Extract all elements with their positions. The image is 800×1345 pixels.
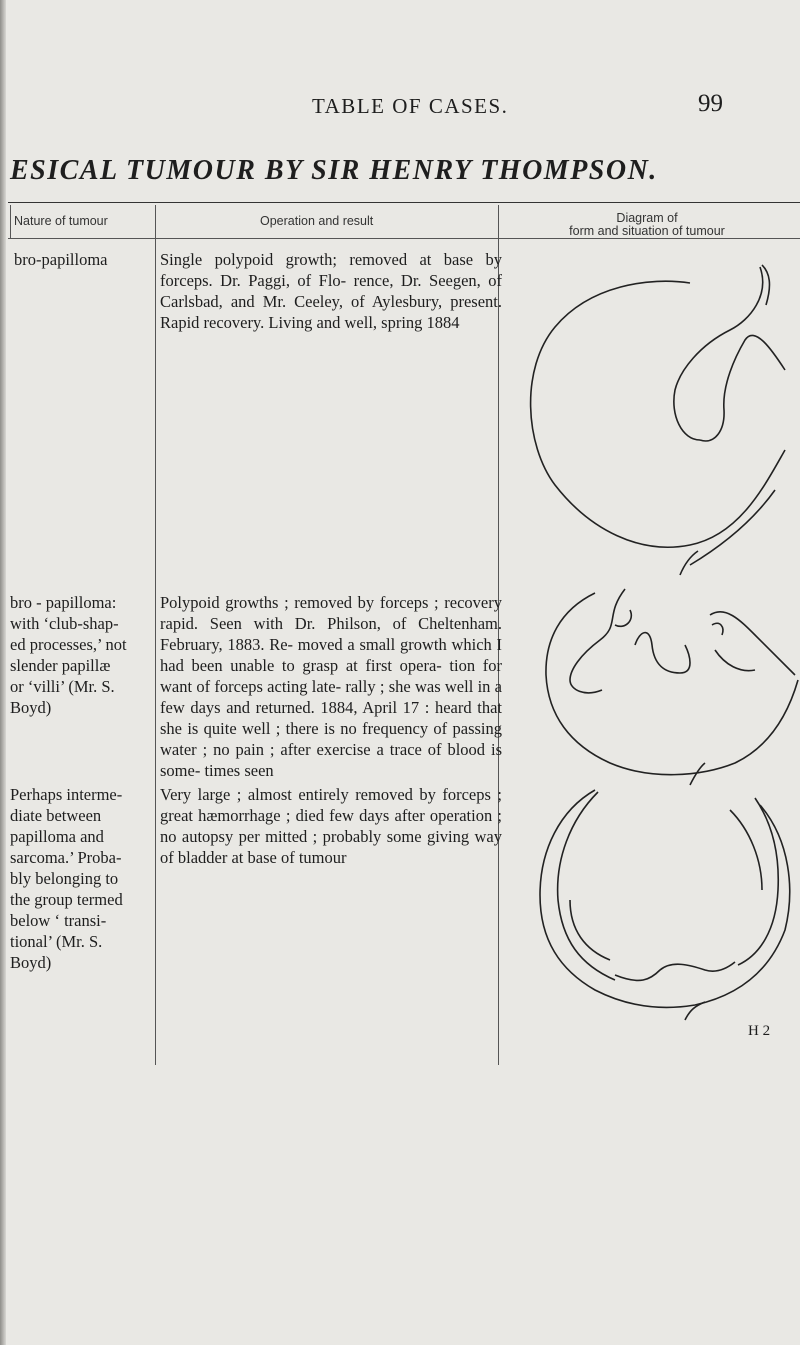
- tumour-diagram-3: [500, 780, 800, 1025]
- title-rule: [8, 202, 800, 203]
- column-divider-1: [155, 205, 156, 1065]
- row-2-nature: bro - papilloma: with ‘club-shap- ed processes,’ not slender papillæ or ‘villi’ (Mr. S. Boyd): [10, 593, 127, 717]
- book-spine-edge: [0, 0, 6, 1345]
- table-title: ESICAL TUMOUR BY SIR HENRY THOMPSON.: [10, 155, 658, 186]
- left-border: [10, 205, 11, 238]
- tumour-diagram-2: [500, 585, 800, 795]
- column-header-nature: Nature of tumour: [14, 214, 108, 228]
- printer-signature: H 2: [748, 1023, 771, 1039]
- row-1-nature: bro-papilloma: [14, 250, 108, 269]
- row-2-operation: Polypoid growths ; removed by forceps ; recovery rapid. Seen with Dr. Philson, of Cheltenham. February, 1883. Re- moved a small growth which I had been unable to grasp at first opera- tion for want of forceps acting late- rally ; she was well in a few days and returned. 1884, April 17 : heard that she is quite well ; there is no frequency of passing water ; no pain ; after exercise a trace of blood is some- times seen: [160, 593, 502, 780]
- header-rule: [8, 238, 800, 239]
- row-3-operation: Very large ; almost entirely removed by forceps ; great hæmorrhage ; died few days after operation ; no autopsy per mitted ; probably some giving way of bladder at base of tumour: [160, 785, 502, 867]
- tumour-diagram-1: [500, 245, 800, 590]
- column-header-diagram: Diagram of form and situation of tumour: [569, 211, 725, 238]
- page-number: 99: [698, 90, 723, 117]
- running-head: TABLE OF CASES.: [312, 94, 509, 118]
- row-3-nature: Perhaps interme- diate between papilloma and sarcoma.’ Proba- bly belonging to the group termed below ‘ transi- tional’ (Mr. S. Boyd): [10, 785, 123, 972]
- column-header-operation: Operation and result: [260, 214, 374, 228]
- row-1-operation: Single polypoid growth; removed at base by forceps. Dr. Paggi, of Flo- rence, Dr. Seegen, of Carlsbad, and Mr. Ceeley, of Aylesbury, present. Rapid recovery. Living and well, spring 1884: [160, 250, 502, 332]
